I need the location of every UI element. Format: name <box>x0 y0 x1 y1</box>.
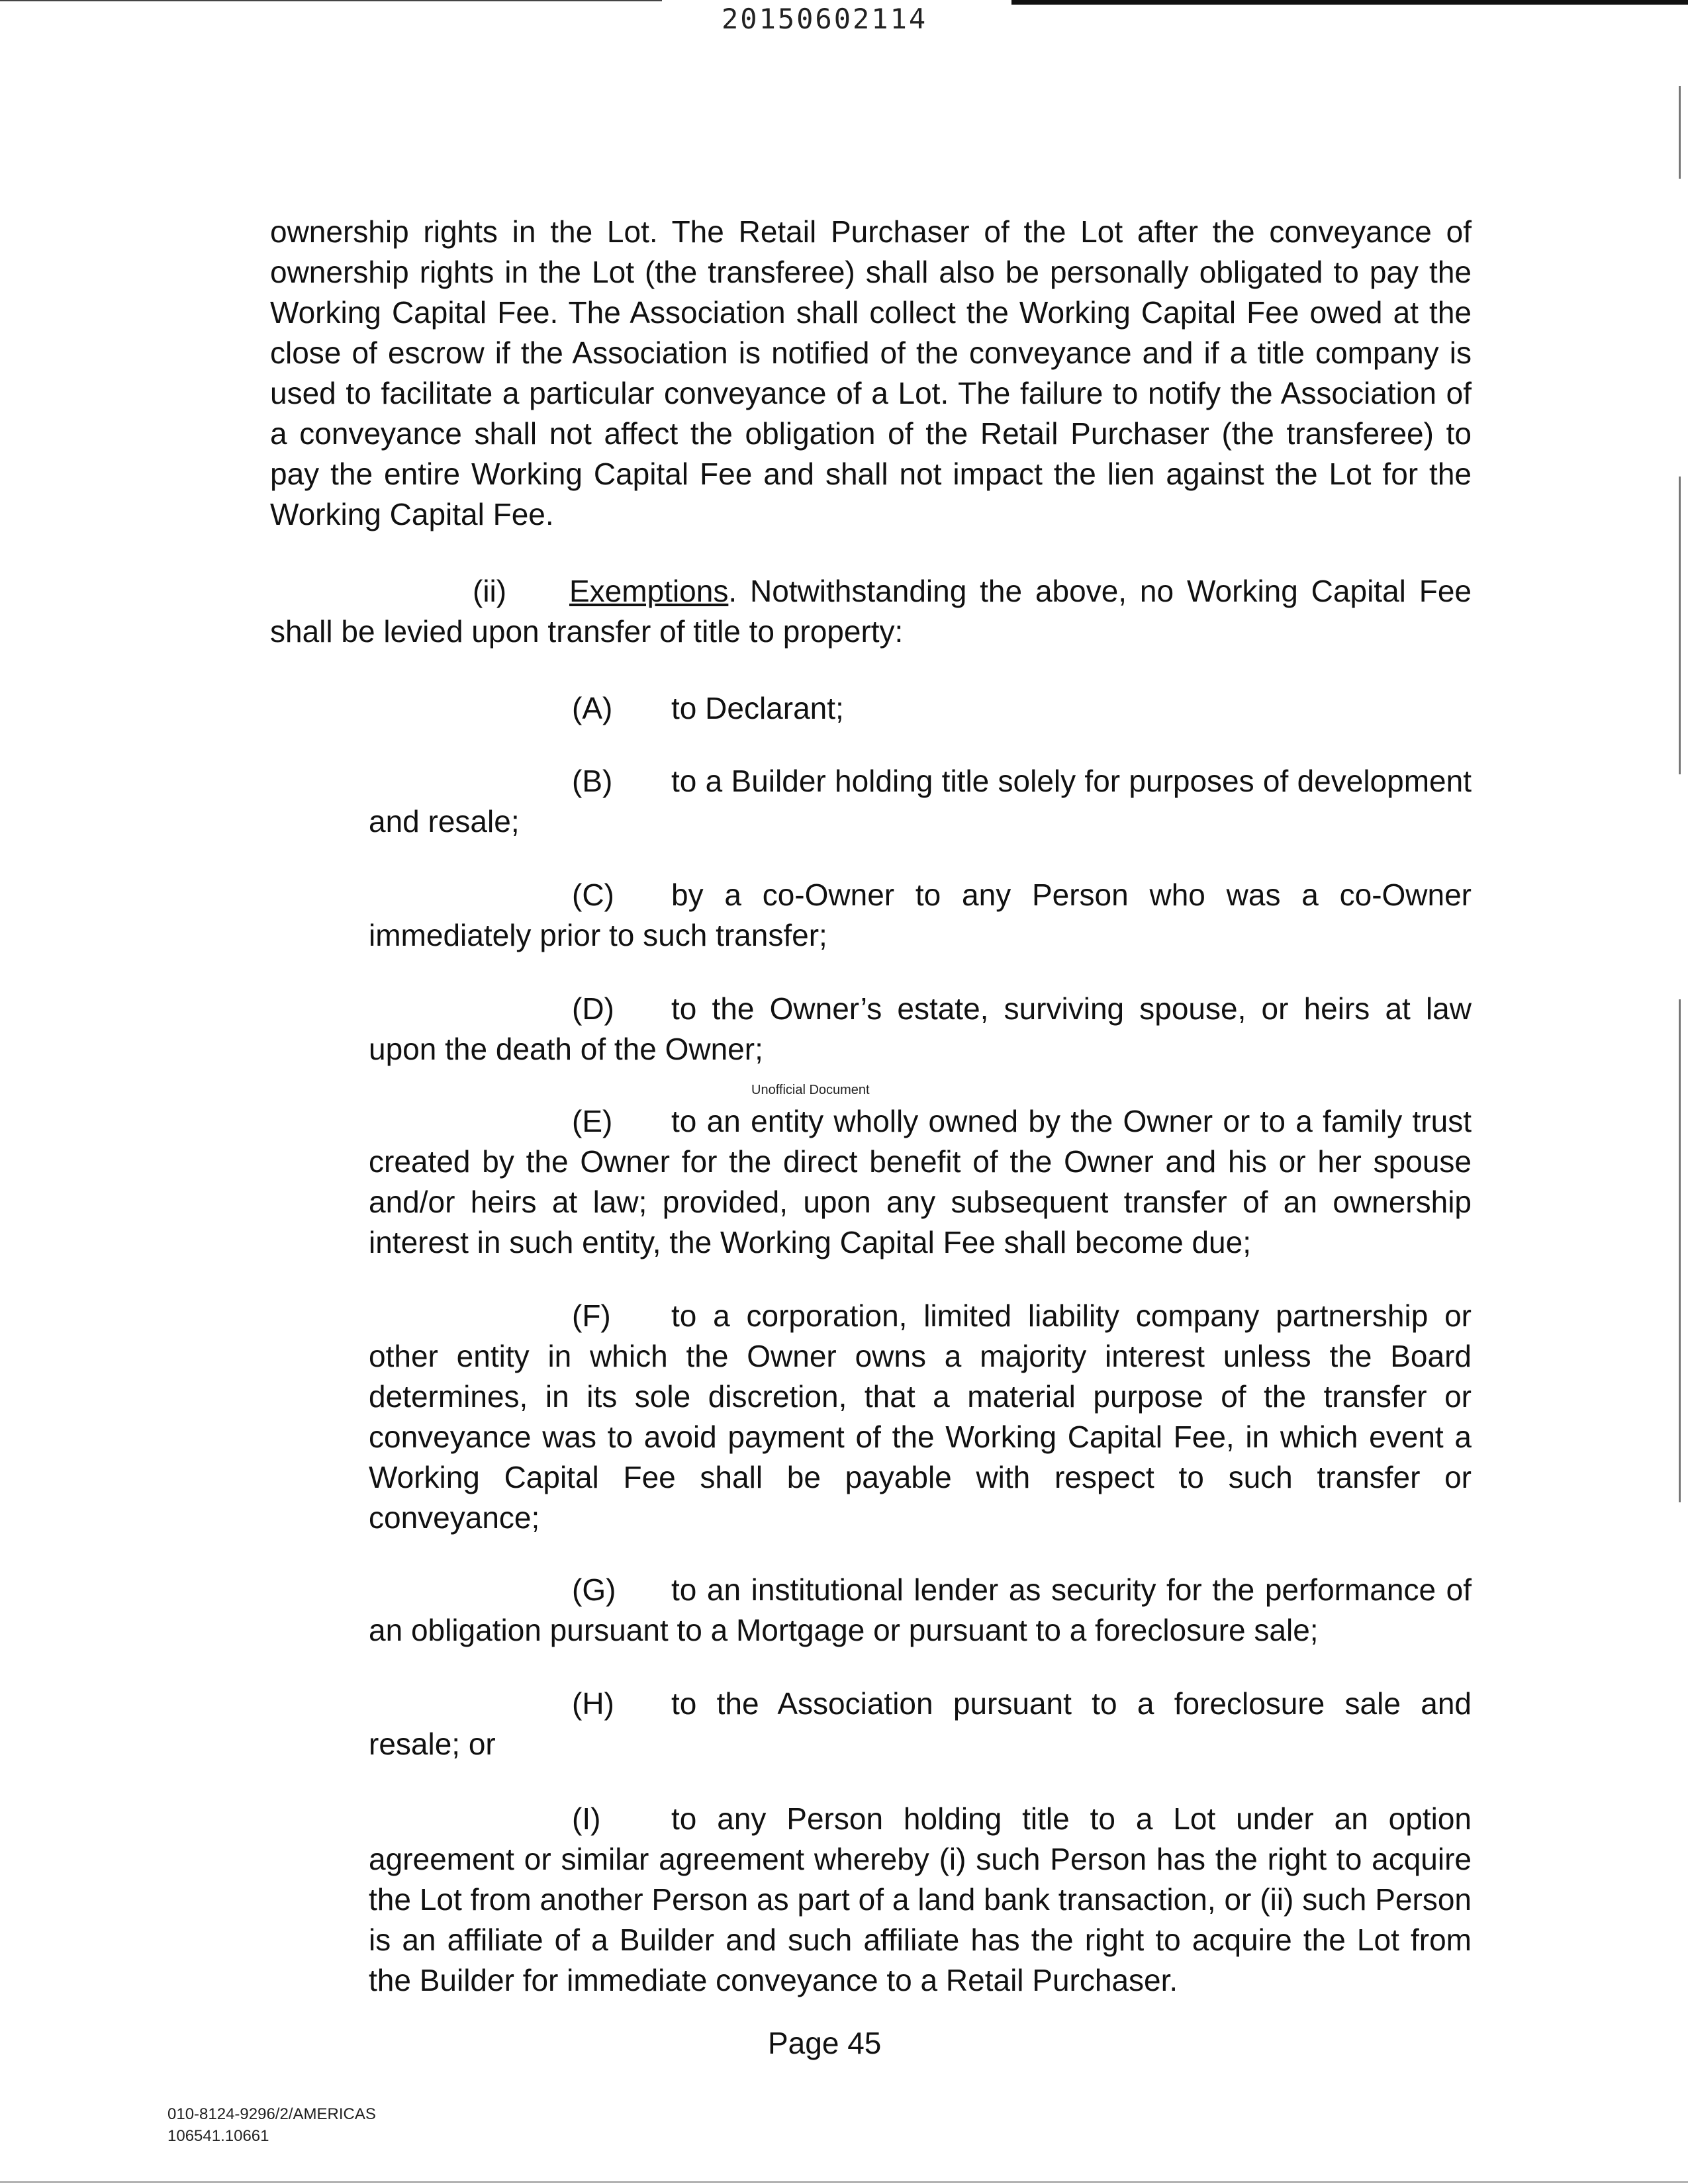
top-rule-right <box>1011 0 1688 5</box>
item-label: (D) <box>572 991 614 1026</box>
list-item <box>369 688 1472 729</box>
list-item <box>369 1570 1472 1651</box>
item-label: (C) <box>572 878 614 912</box>
list-item <box>369 1101 1472 1263</box>
section-text: . Notwithstanding the above, no Working Capital Fee shall be levied upon transfer of title to property: <box>270 574 1472 649</box>
record-number: 20150602114 <box>722 3 928 35</box>
item-label: (E) <box>572 1104 613 1138</box>
item-label: (F) <box>572 1298 611 1333</box>
item-text: to an entity wholly owned by the Owner or to a family trust created by the Owner for the direct benefit of the Owner and his or her spouse and/or heirs at law; provided, upon any subsequent transfer of an ownership interest in such entity, the Working Capital Fee shall become due; <box>369 1104 1472 1259</box>
item-label: (A) <box>572 691 613 725</box>
item-text: to any Person holding title to a Lot under an option agreement or similar agreement whereby (i) such Person has the right to acquire the Lot from another Person as part of a land bank transaction, or (ii) such Person is an affiliate of a Builder and such affiliate has the right to acquire the Lot from the Builder for immediate conveyance to a Retail Purchaser. <box>369 1801 1472 1997</box>
list-item <box>369 1296 1472 1538</box>
item-text: to a Builder holding title solely for purposes of development and resale; <box>369 764 1472 839</box>
item-label: (H) <box>572 1686 614 1721</box>
item-text: to Declarant; <box>671 691 844 725</box>
list-item <box>369 875 1472 956</box>
list-item <box>369 989 1472 1069</box>
section-heading: Exemptions <box>569 574 729 608</box>
scan-edge-mark <box>1679 86 1681 179</box>
paragraph-intro: ownership rights in the Lot. The Retail Purchaser of the Lot after the conveyance of ownership rights in the Lot (the transferee) shall also be personally obligated to pay the Working Capital Fee. The Association shall collect the Working Capital Fee owed at the close of escrow if the Association is notified of the conveyance and if a title company is used to facilitate a particular conveyance of a Lot. The failure to notify the Association of a conveyance shall not affect the obligation of the Retail Purchaser (the transferee) to pay the entire Working Capital Fee and shall not impact the lien against the Lot for the Working Capital Fee. <box>270 214 1472 531</box>
item-text: to the Owner’s estate, surviving spouse, or heirs at law upon the death of the Owner; <box>369 991 1472 1066</box>
unofficial-watermark: Unofficial Document <box>751 1083 870 1097</box>
list-item <box>369 1684 1472 1764</box>
item-text: to an institutional lender as security for the performance of an obligation pursuant to a Mortgage or pursuant to a foreclosure sale; <box>369 1572 1472 1647</box>
scan-edge-mark <box>1679 999 1681 1502</box>
footer-matter-id: 106541.10661 <box>167 2127 269 2145</box>
list-item <box>369 761 1472 842</box>
item-label: (G) <box>572 1572 616 1607</box>
footer-doc-id: 010-8124-9296/2/AMERICAS <box>167 2105 376 2123</box>
list-item <box>369 1799 1472 2001</box>
item-label: (B) <box>572 764 613 798</box>
top-rule-left <box>0 0 662 1</box>
item-text: to a corporation, limited liability company partnership or other entity in which the Owner owns a majority interest unless the Board determines, in its sole discretion, that a material purpose of the transfer or conveyance was to avoid payment of the Working Capital Fee, in which event a Working Capital Fee shall be payable with respect to such transfer or conveyance; <box>369 1298 1472 1535</box>
item-text: by a co-Owner to any Person who was a co-Owner immediately prior to such transfer; <box>369 878 1472 952</box>
section-label: (ii) <box>473 574 507 608</box>
scan-edge-mark <box>1679 477 1681 774</box>
section-exemptions <box>270 571 1472 652</box>
bottom-rule <box>0 2181 1688 2183</box>
page-number: Page 45 <box>768 2026 882 2060</box>
item-label: (I) <box>572 1801 601 1836</box>
item-text: to the Association pursuant to a foreclosure sale and resale; or <box>369 1686 1472 1761</box>
